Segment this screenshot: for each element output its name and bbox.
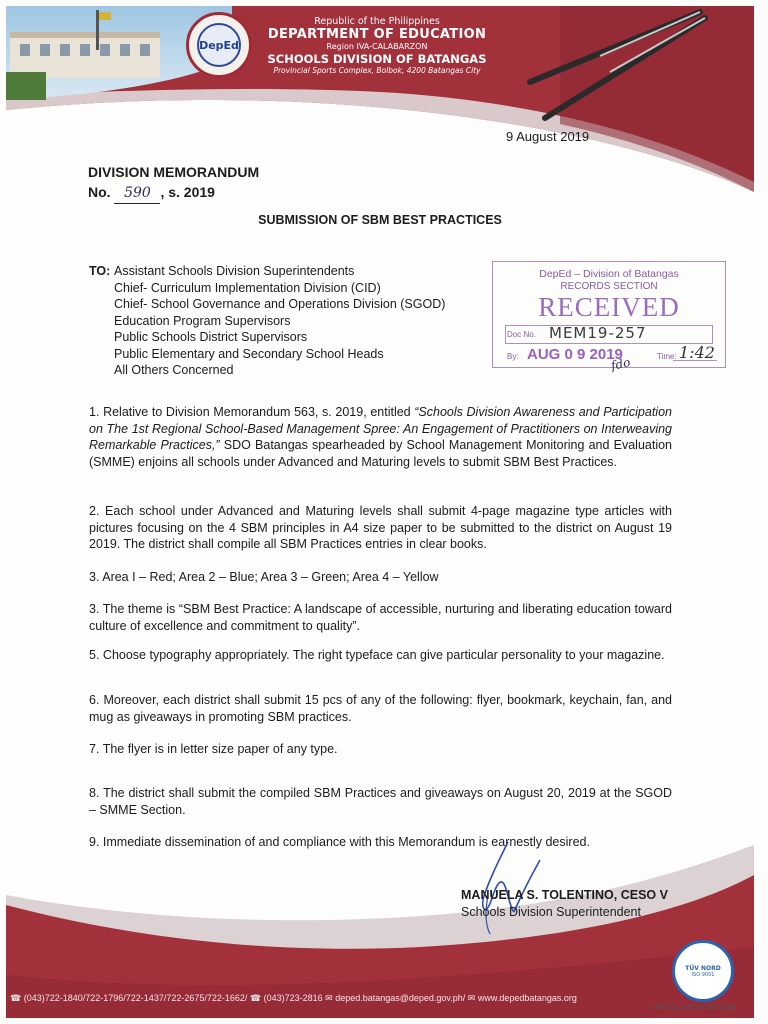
memo-title: DIVISION MEMORANDUM (88, 164, 260, 180)
item-text: Choose typography appropriately. The right typeface can give particular personality to your magazine. (102, 648, 665, 662)
item-text: Moreover, each district shall submit 15 pcs of any of the following: flyer, bookmark, keychain, fan, and mug as giveaways in promoting SBM practices. (89, 693, 672, 724)
item-text-italic: “Schools Division Awareness and Participation on The 1st Regional School-Based Management Spree: An Engagement of Practitioners on Interweaving Remarkable Practices,” (89, 405, 672, 452)
memo-heading (88, 162, 259, 204)
item-number: 9. (89, 835, 100, 849)
memo-item (89, 741, 672, 758)
stamp-time-value: 1:42 (679, 343, 715, 362)
memo-series: , s. 2019 (160, 184, 215, 200)
stamp-date-value: AUG 0 9 2019 (527, 346, 623, 363)
item-number: 3. (89, 570, 100, 584)
item-text-post: SDO Batangas spearheaded by School Management Monitoring and Evaluation (SMME) enjoins all schools under Advanced and Maturing levels to submit SBM Best Practices. (89, 438, 672, 469)
cert-label: TÜV NORD (685, 964, 721, 972)
memo-no-value: 590 (114, 183, 160, 204)
item-text: The theme is “SBM Best Practice: A landscape of accessible, nurturing and liberating education toward culture of excellence and commitment to quality”. (89, 602, 672, 633)
stamp-received: RECEIVED (538, 292, 680, 322)
stamp-initials: fdo (609, 355, 632, 373)
memo-item (89, 569, 672, 586)
memo-item (89, 503, 672, 553)
item-number: 8. (89, 786, 100, 800)
item-number: 2. (89, 504, 100, 518)
item-text: The flyer is in letter size paper of any type. (102, 742, 338, 756)
item-text: Area I – Red; Area 2 – Blue; Area 3 – Green; Area 4 – Yellow (102, 570, 439, 584)
memo-item (89, 404, 672, 470)
footer-contact: ☎ (043)722-1840/722-1796/722-1437/722-2675/722-1662/ ☎ (043)723-2816 ✉ deped.batangas@deped.gov.ph/ ✉ www.depedbatangas.org (10, 993, 577, 1003)
memo-item (89, 601, 672, 634)
memo-item (89, 692, 672, 725)
to-label: TO: (89, 264, 111, 278)
signatory-name: MANUELA S. TOLENTINO, CESO V (461, 888, 668, 902)
recipient-item: Education Program Supervisors (114, 313, 291, 328)
item-number: 6. (89, 693, 100, 707)
memo-date: 9 August 2019 (506, 129, 590, 144)
item-text: Each school under Advanced and Maturing levels shall submit 4-page magazine type articles with pictures focusing on the 4 SBM principles in A4 size paper to be submitted to the district on August 19 2019. The district shall compile all SBM Practices entries in clear books. (89, 504, 672, 551)
memo-number-line (88, 182, 259, 204)
memo-subject: SUBMISSION OF SBM BEST PRACTICES (258, 213, 502, 227)
received-stamp (492, 261, 726, 373)
item-number: 5. (89, 648, 100, 662)
item-text: Immediate dissemination of and compliance with this Memorandum is earnestly desired. (102, 835, 590, 849)
stamp-time-label: Time: (657, 352, 677, 361)
certificate-number: CRN 44 100 18 93 0045 (650, 1003, 737, 1012)
item-text-pre: Relative to Division Memorandum 563, s. 2019, entitled (103, 405, 415, 419)
item-number: 7. (89, 742, 100, 756)
stamp-section: RECORDS SECTION (560, 281, 658, 292)
recipient-item: Public Schools District Supervisors (114, 330, 308, 344)
seal-text: DepEd (197, 23, 241, 67)
division-address: Provincial Sports Complex, Bolbok, 4200 Batangas City (273, 66, 481, 75)
memo-item (89, 647, 672, 664)
item-text: The district shall submit the compiled SBM Practices and giveaways on August 20, 2019 at the SGOD – SMME Section. (89, 786, 673, 817)
deped-seal-icon (186, 12, 252, 78)
recipient-item: Public Elementary and Secondary School Heads (114, 346, 384, 361)
recipient-item: All Others Concerned (114, 363, 234, 377)
stamp-office: DepEd – Division of Batangas (539, 268, 679, 280)
item-number: 1. (89, 405, 100, 419)
stamp-docno-label: Doc No. (507, 330, 536, 339)
memo-no-label: No. (88, 184, 111, 200)
department-name: DEPARTMENT OF EDUCATION (267, 27, 487, 42)
letterhead-text (262, 16, 492, 76)
region-line: Region IVA-CALABARZON (326, 42, 428, 51)
stamp-docno-value: MEM19-257 (549, 324, 647, 342)
cert-sub: ISO 9001 (691, 971, 715, 978)
item-number: 3. (89, 602, 100, 616)
recipient-item: Chief- Curriculum Implementation Division (CID) (114, 280, 381, 295)
recipient-item: Chief- School Governance and Operations Division (SGOD) (114, 297, 446, 311)
signatory-title: Schools Division Superintendent (461, 905, 641, 919)
memo-item (89, 785, 672, 818)
iso-certification-badge-icon (672, 940, 734, 1002)
recipients-list (114, 263, 445, 379)
division-name: SCHOOLS DIVISION OF BATANGAS (267, 52, 487, 66)
republic-line: Republic of the Philippines (314, 16, 440, 27)
recipients-block (89, 263, 445, 379)
stamp-by-label: By: (507, 352, 519, 361)
recipient-item: Assistant Schools Division Superintendents (114, 264, 355, 278)
